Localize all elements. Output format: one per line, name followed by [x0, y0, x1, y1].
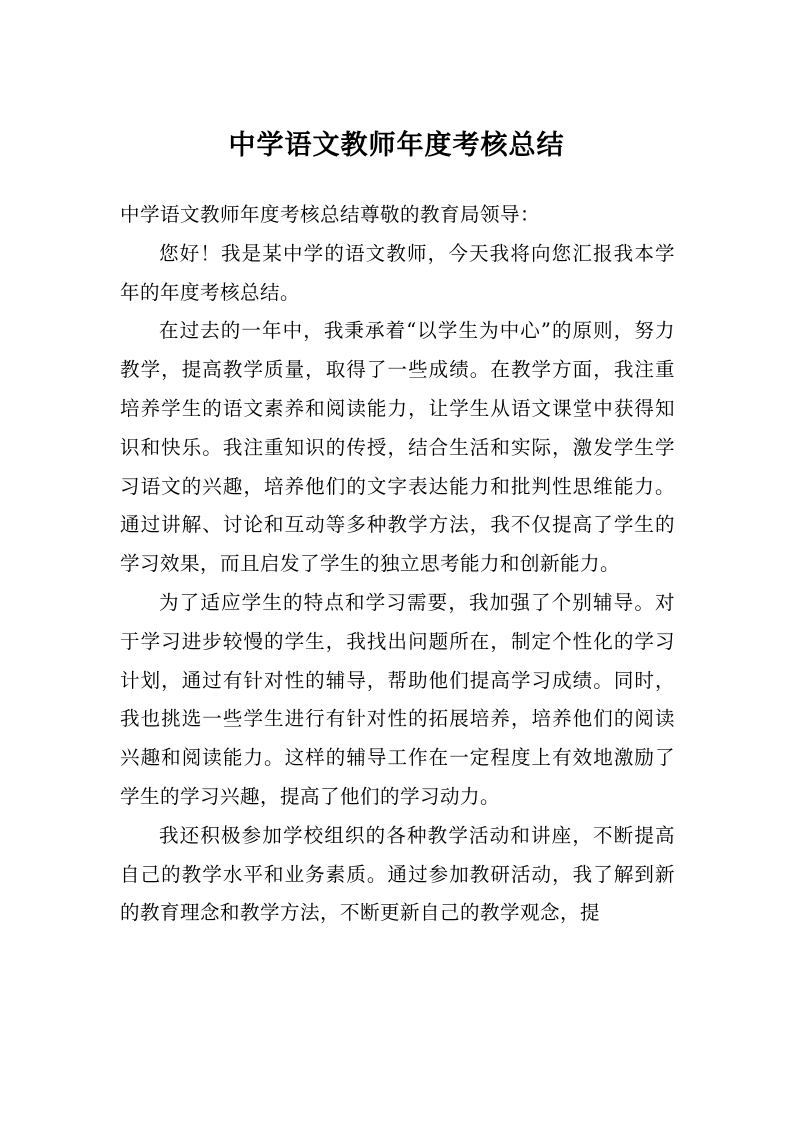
body-paragraph-teaching: 在过去的一年中，我秉承着“以学生为中心”的原则，努力教学，提高教学质量，取得了一些成绩。在教学方面，我注重培养学生的语文素养和阅读能力，让学生从语文课堂中获得知识和快乐。我注重知识的传授，结合生活和实际，激发学生学习语文的兴趣，培养他们的文字表达能力和批判性思维能力。通过讲解、讨论和互动等多种教学方法，我不仅提高了学生的学习效果，而且启发了学生的独立思考能力和创新能力。: [120, 319, 675, 576]
document-body: [120, 196, 675, 933]
body-paragraph-tutoring: 为了适应学生的特点和学习需要，我加强了个别辅导。对于学习进步较慢的学生，我找出问题所在，制定个性化的学习计划，通过有针对性的辅导，帮助他们提高学习成绩。同时，我也挑选一些学生进行有针对性的拓展培养，培养他们的阅读兴趣和阅读能力。这样的辅导工作在一定程度上有效地激励了学生的学习兴趣，提高了他们的学习动力。: [120, 590, 675, 808]
salutation-paragraph: 中学语文教师年度考核总结尊敬的教育局领导：: [120, 203, 541, 226]
body-paragraph-activities: 我还积极参加学校组织的各种教学活动和讲座，不断提高自己的教学水平和业务素质。通过参加教研活动，我了解到新的教育理念和教学方法，不断更新自己的教学观念，提: [120, 823, 675, 925]
document-title: 中学语文教师年度考核总结: [228, 130, 565, 161]
body-paragraph-greeting: 您好！我是某中学的语文教师，今天我将向您汇报我本学年的年度考核总结。: [120, 241, 675, 304]
